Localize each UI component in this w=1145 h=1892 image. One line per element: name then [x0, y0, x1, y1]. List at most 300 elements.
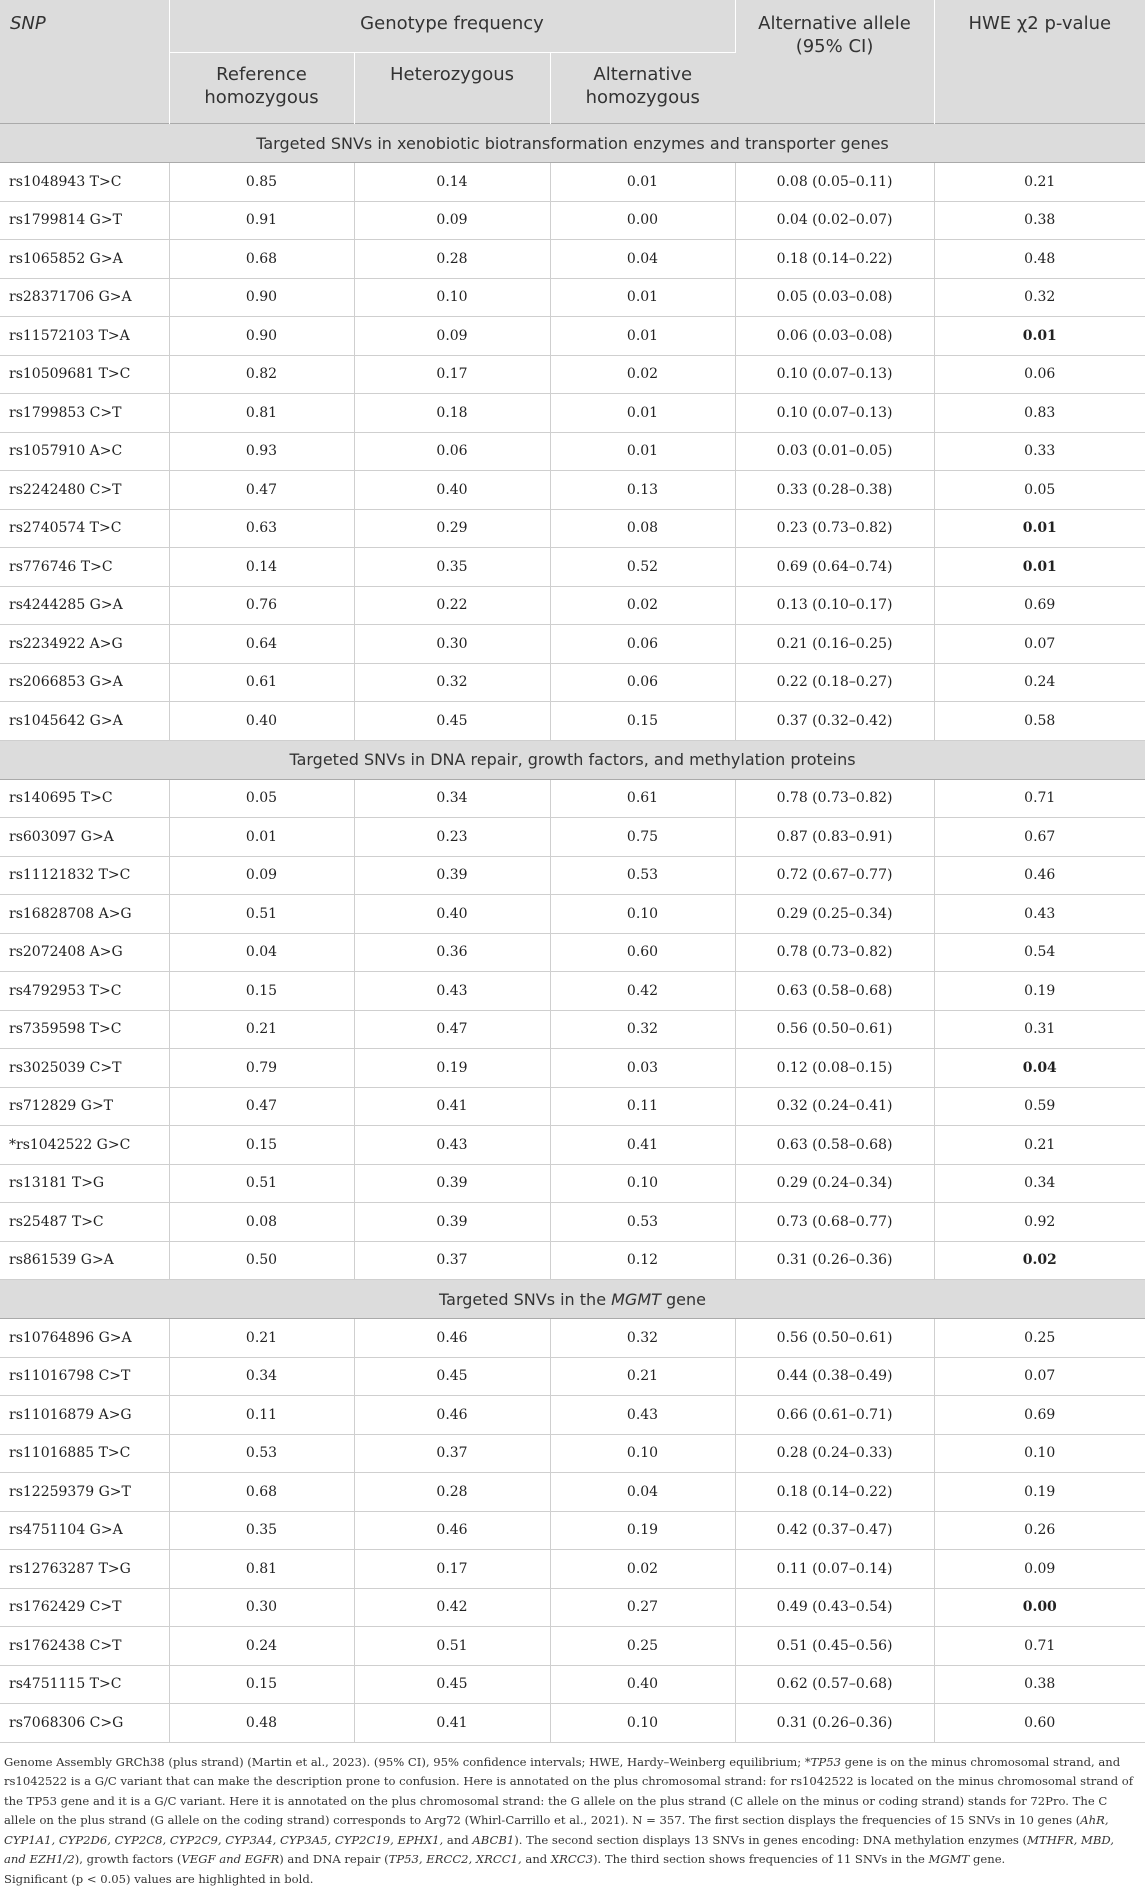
table-row: [0, 1010, 1145, 1049]
heterozygous-cell: 0.35: [354, 548, 550, 587]
snp-cell: rs11121832 T>C: [0, 856, 169, 895]
reference-homozygous-cell: 0.68: [169, 240, 354, 279]
heterozygous-cell: 0.18: [354, 394, 550, 433]
alternative-homozygous-cell: 0.02: [550, 586, 735, 625]
hwe-pvalue-cell: 0.60: [934, 1704, 1145, 1743]
heterozygous-cell: 0.41: [354, 1704, 550, 1743]
table-row: [0, 278, 1145, 317]
reference-homozygous-cell: 0.15: [169, 972, 354, 1011]
alternative-allele-cell: 0.29 (0.25–0.34): [735, 895, 934, 934]
alternative-homozygous-cell: 0.19: [550, 1511, 735, 1550]
snp-cell: rs4792953 T>C: [0, 972, 169, 1011]
hwe-pvalue-header: HWE χ2 p-value: [934, 0, 1145, 124]
alternative-homozygous-cell: 0.15: [550, 702, 735, 741]
alternative-allele-cell: 0.56 (0.50–0.61): [735, 1010, 934, 1049]
alternative-homozygous-cell: 0.60: [550, 933, 735, 972]
reference-homozygous-cell: 0.21: [169, 1010, 354, 1049]
alternative-homozygous-cell: 0.10: [550, 1704, 735, 1743]
alternative-homozygous-cell: 0.53: [550, 856, 735, 895]
table-row: [0, 972, 1145, 1011]
reference-homozygous-cell: 0.14: [169, 548, 354, 587]
table-row: [0, 1396, 1145, 1435]
reference-homozygous-cell: 0.91: [169, 201, 354, 240]
hwe-pvalue-cell: 0.31: [934, 1010, 1145, 1049]
heterozygous-cell: 0.28: [354, 1473, 550, 1512]
alternative-allele-cell: 0.63 (0.58–0.68): [735, 972, 934, 1011]
reference-homozygous-cell: 0.08: [169, 1203, 354, 1242]
section-header-row: [0, 1280, 1145, 1319]
snp-cell: rs776746 T>C: [0, 548, 169, 587]
alternative-allele-cell: 0.28 (0.24–0.33): [735, 1434, 934, 1473]
footnote-segment: gene.: [969, 1852, 1006, 1866]
alternative-allele-cell: 0.37 (0.32–0.42): [735, 702, 934, 741]
alternative-allele-cell: 0.62 (0.57–0.68): [735, 1665, 934, 1704]
reference-homozygous-cell: 0.81: [169, 1550, 354, 1589]
footnote-text: [4, 1753, 1139, 1870]
hwe-pvalue-cell: 0.09: [934, 1550, 1145, 1589]
alternative-allele-cell: 0.44 (0.38–0.49): [735, 1357, 934, 1396]
alternative-homozygous-cell: 0.10: [550, 1164, 735, 1203]
alternative-allele-cell: 0.66 (0.61–0.71): [735, 1396, 934, 1435]
table-row: [0, 1588, 1145, 1627]
alternative-homozygous-cell: 0.52: [550, 548, 735, 587]
section-title: [0, 740, 1145, 779]
section-title: [0, 1280, 1145, 1319]
alternative-homozygous-cell: 0.27: [550, 1588, 735, 1627]
heterozygous-cell: 0.45: [354, 1665, 550, 1704]
alternative-allele-cell: 0.21 (0.16–0.25): [735, 625, 934, 664]
heterozygous-cell: 0.43: [354, 1126, 550, 1165]
alternative-allele-cell: 0.31 (0.26–0.36): [735, 1704, 934, 1743]
table-row: [0, 1704, 1145, 1743]
snp-cell: rs861539 G>A: [0, 1241, 169, 1280]
reference-homozygous-cell: 0.35: [169, 1511, 354, 1550]
alternative-homozygous-header: Alternative homozygous: [550, 53, 735, 124]
heterozygous-cell: 0.17: [354, 355, 550, 394]
footnote-gene-names: TP53, ERCC2, XRCC1,: [388, 1852, 522, 1866]
table-row: [0, 933, 1145, 972]
alternative-homozygous-cell: 0.01: [550, 432, 735, 471]
alternative-homozygous-cell: 0.10: [550, 1434, 735, 1473]
alternative-homozygous-cell: 0.01: [550, 317, 735, 356]
heterozygous-cell: 0.40: [354, 895, 550, 934]
hwe-pvalue-cell: 0.19: [934, 972, 1145, 1011]
alternative-homozygous-cell: 0.03: [550, 1049, 735, 1088]
alternative-homozygous-cell: 0.42: [550, 972, 735, 1011]
heterozygous-cell: 0.40: [354, 471, 550, 510]
heterozygous-cell: 0.37: [354, 1241, 550, 1280]
reference-homozygous-cell: 0.04: [169, 933, 354, 972]
alternative-allele-cell: 0.63 (0.58–0.68): [735, 1126, 934, 1165]
alternative-homozygous-cell: 0.01: [550, 278, 735, 317]
heterozygous-cell: 0.46: [354, 1319, 550, 1358]
hwe-pvalue-cell: 0.21: [934, 1126, 1145, 1165]
table-row: [0, 1357, 1145, 1396]
reference-homozygous-cell: 0.05: [169, 779, 354, 818]
alternative-allele-cell: 0.08 (0.05–0.11): [735, 163, 934, 202]
hwe-pvalue-cell: 0.04: [934, 1049, 1145, 1088]
hwe-pvalue-cell: 0.34: [934, 1164, 1145, 1203]
heterozygous-cell: 0.22: [354, 586, 550, 625]
hwe-pvalue-cell: 0.33: [934, 432, 1145, 471]
hwe-pvalue-cell: 0.10: [934, 1434, 1145, 1473]
heterozygous-cell: 0.47: [354, 1010, 550, 1049]
table-row: [0, 625, 1145, 664]
snp-cell: rs7068306 C>G: [0, 1704, 169, 1743]
reference-homozygous-cell: 0.90: [169, 317, 354, 356]
reference-homozygous-cell: 0.21: [169, 1319, 354, 1358]
table-row: [0, 586, 1145, 625]
table-row: [0, 1627, 1145, 1666]
heterozygous-cell: 0.09: [354, 317, 550, 356]
hwe-pvalue-cell: 0.06: [934, 355, 1145, 394]
alternative-homozygous-cell: 0.41: [550, 1126, 735, 1165]
snp-cell: rs11016885 T>C: [0, 1434, 169, 1473]
heterozygous-cell: 0.51: [354, 1627, 550, 1666]
snp-cell: rs10509681 T>C: [0, 355, 169, 394]
hwe-pvalue-cell: 0.07: [934, 1357, 1145, 1396]
reference-homozygous-cell: 0.50: [169, 1241, 354, 1280]
reference-homozygous-cell: 0.09: [169, 856, 354, 895]
table-row: [0, 1473, 1145, 1512]
reference-homozygous-cell: 0.53: [169, 1434, 354, 1473]
hwe-pvalue-cell: 0.38: [934, 201, 1145, 240]
alternative-homozygous-cell: 0.10: [550, 895, 735, 934]
table-header: [0, 0, 1145, 124]
heterozygous-cell: 0.41: [354, 1087, 550, 1126]
snp-cell: rs1762438 C>T: [0, 1627, 169, 1666]
footnote-segment: and: [443, 1832, 473, 1847]
heterozygous-cell: 0.28: [354, 240, 550, 279]
hwe-pvalue-cell: 0.01: [934, 509, 1145, 548]
reference-homozygous-cell: 0.81: [169, 394, 354, 433]
heterozygous-cell: 0.23: [354, 818, 550, 857]
heterozygous-cell: 0.32: [354, 663, 550, 702]
reference-homozygous-cell: 0.51: [169, 1164, 354, 1203]
alternative-homozygous-cell: 0.11: [550, 1087, 735, 1126]
reference-homozygous-cell: 0.15: [169, 1665, 354, 1704]
alternative-homozygous-cell: 0.12: [550, 1241, 735, 1280]
reference-homozygous-cell: 0.24: [169, 1627, 354, 1666]
hwe-pvalue-cell: 0.46: [934, 856, 1145, 895]
section-title: [0, 124, 1145, 163]
footnote-gene-names: TP53: [810, 1754, 841, 1769]
hwe-pvalue-cell: 0.92: [934, 1203, 1145, 1242]
snp-cell: rs12259379 G>T: [0, 1473, 169, 1512]
alternative-allele-cell: 0.49 (0.43–0.54): [735, 1588, 934, 1627]
table-row: [0, 317, 1145, 356]
heterozygous-cell: 0.46: [354, 1396, 550, 1435]
snp-cell: rs4751115 T>C: [0, 1665, 169, 1704]
reference-homozygous-cell: 0.34: [169, 1357, 354, 1396]
heterozygous-cell: 0.19: [354, 1049, 550, 1088]
alternative-homozygous-cell: 0.21: [550, 1357, 735, 1396]
hwe-pvalue-cell: 0.07: [934, 625, 1145, 664]
snp-cell: rs16828708 A>G: [0, 895, 169, 934]
table-row: [0, 1434, 1145, 1473]
reference-homozygous-cell: 0.90: [169, 278, 354, 317]
footnote-gene-names: VEGF and EGFR: [181, 1852, 280, 1866]
footnote-segment: gene is on the minus chromosomal strand, and rs1042522 is a G/C variant that can make the description prone to confusion. Here is annotated on the plus chromosomal strand: for rs1042522 is located on the minus chromosomal strand of the TP53 gene and it is a G/C variant. Here it is annotated on the plus chromosomal strand: the G allele on the plus strand (C allele on the minus or coding strand) stands for 72Pro. The C allele on the plus strand (G allele on the coding strand) corresponds to Arg72 (Whirl-Carrillo et al., 2021). N = 357. The first section displays the frequencies of 15 SNVs in 10 genes (: [4, 1754, 1134, 1827]
section-header-row: [0, 740, 1145, 779]
alternative-allele-cell: 0.69 (0.64–0.74): [735, 548, 934, 587]
reference-homozygous-cell: 0.47: [169, 1087, 354, 1126]
snp-cell: *rs1042522 G>C: [0, 1126, 169, 1165]
heterozygous-cell: 0.45: [354, 1357, 550, 1396]
alternative-homozygous-cell: 0.75: [550, 818, 735, 857]
reference-homozygous-header: Reference homozygous: [169, 53, 354, 124]
reference-homozygous-cell: 0.01: [169, 818, 354, 857]
table-row: [0, 355, 1145, 394]
hwe-pvalue-cell: 0.48: [934, 240, 1145, 279]
table-row: [0, 702, 1145, 741]
heterozygous-cell: 0.34: [354, 779, 550, 818]
footnote-segment: Genome Assembly GRCh38 (plus strand) (Martin et al., 2023). (95% CI), 95% confidence intervals; HWE, Hardy–Weinberg equilibrium; *: [4, 1754, 811, 1769]
alternative-allele-cell: 0.29 (0.24–0.34): [735, 1164, 934, 1203]
snp-cell: rs1065852 G>A: [0, 240, 169, 279]
section-title-suffix: gene: [660, 1289, 706, 1309]
table-row: [0, 1087, 1145, 1126]
alternative-homozygous-cell: 0.04: [550, 1473, 735, 1512]
footnote-segment: and: [521, 1852, 551, 1866]
alternative-allele-cell: 0.51 (0.45–0.56): [735, 1627, 934, 1666]
footnote-gene-names: MGMT: [928, 1852, 970, 1866]
hwe-pvalue-cell: 0.21: [934, 163, 1145, 202]
alternative-allele-cell: 0.31 (0.26–0.36): [735, 1241, 934, 1280]
hwe-pvalue-cell: 0.00: [934, 1588, 1145, 1627]
alternative-allele-cell: 0.04 (0.02–0.07): [735, 201, 934, 240]
hwe-pvalue-cell: 0.67: [934, 818, 1145, 857]
table-row: [0, 1550, 1145, 1589]
reference-homozygous-cell: 0.47: [169, 471, 354, 510]
hwe-pvalue-cell: 0.43: [934, 895, 1145, 934]
footnote-gene-names: AhR, CYP1A1, CYP2D6, CYP2C8, CYP2C9, CYP3A4, CYP3A5, CYP2C19, EPHX1,: [4, 1813, 1109, 1847]
alternative-allele-cell: 0.87 (0.83–0.91): [735, 818, 934, 857]
heterozygous-cell: 0.36: [354, 933, 550, 972]
hwe-pvalue-cell: 0.38: [934, 1665, 1145, 1704]
snp-cell: rs2066853 G>A: [0, 663, 169, 702]
hwe-pvalue-cell: 0.25: [934, 1319, 1145, 1358]
alternative-allele-cell: 0.11 (0.07–0.14): [735, 1550, 934, 1589]
alternative-homozygous-cell: 0.02: [550, 1550, 735, 1589]
snp-cell: rs13181 T>G: [0, 1164, 169, 1203]
reference-homozygous-cell: 0.51: [169, 895, 354, 934]
alternative-allele-cell: 0.22 (0.18–0.27): [735, 663, 934, 702]
alternative-allele-cell: 0.06 (0.03–0.08): [735, 317, 934, 356]
snp-cell: rs4751104 G>A: [0, 1511, 169, 1550]
table-row: [0, 779, 1145, 818]
heterozygous-cell: 0.14: [354, 163, 550, 202]
hwe-pvalue-cell: 0.71: [934, 1627, 1145, 1666]
snp-cell: rs28371706 G>A: [0, 278, 169, 317]
alternative-homozygous-cell: 0.40: [550, 1665, 735, 1704]
footnote-segment: ). The second section displays 13 SNVs in genes encoding: DNA methylation enzymes (: [514, 1832, 1028, 1847]
section-title-text: Targeted SNVs in DNA repair, growth factors, and methylation proteins: [289, 750, 856, 769]
table-row: [0, 663, 1145, 702]
table-row: [0, 856, 1145, 895]
table-row: [0, 163, 1145, 202]
snp-cell: rs25487 T>C: [0, 1203, 169, 1242]
table-row: [0, 895, 1145, 934]
section-title-gene: MGMT: [611, 1289, 661, 1309]
alternative-homozygous-cell: 0.32: [550, 1010, 735, 1049]
hwe-pvalue-cell: 0.69: [934, 1396, 1145, 1435]
table-row: [0, 394, 1145, 433]
heterozygous-cell: 0.45: [354, 702, 550, 741]
hwe-pvalue-cell: 0.54: [934, 933, 1145, 972]
heterozygous-header: Heterozygous: [354, 53, 550, 124]
heterozygous-cell: 0.39: [354, 856, 550, 895]
alternative-homozygous-cell: 0.25: [550, 1627, 735, 1666]
heterozygous-cell: 0.39: [354, 1203, 550, 1242]
snp-cell: rs11016798 C>T: [0, 1357, 169, 1396]
table-row: [0, 1164, 1145, 1203]
hwe-pvalue-cell: 0.83: [934, 394, 1145, 433]
table-row: [0, 240, 1145, 279]
alternative-homozygous-cell: 0.04: [550, 240, 735, 279]
alternative-homozygous-cell: 0.32: [550, 1319, 735, 1358]
table-footnote: [0, 1743, 1145, 1890]
reference-homozygous-cell: 0.61: [169, 663, 354, 702]
alternative-allele-cell: 0.05 (0.03–0.08): [735, 278, 934, 317]
snp-cell: rs603097 G>A: [0, 818, 169, 857]
alternative-homozygous-cell: 0.02: [550, 355, 735, 394]
footnote-segment: ), growth factors (: [74, 1852, 182, 1866]
snp-cell: rs1799814 G>T: [0, 201, 169, 240]
table-row: [0, 1126, 1145, 1165]
alternative-allele-cell: 0.18 (0.14–0.22): [735, 1473, 934, 1512]
table-row: [0, 1319, 1145, 1358]
alternative-homozygous-cell: 0.01: [550, 394, 735, 433]
snp-column-header: SNP: [0, 0, 169, 124]
alternative-homozygous-cell: 0.06: [550, 625, 735, 664]
alternative-allele-cell: 0.10 (0.07–0.13): [735, 394, 934, 433]
alternative-allele-cell: 0.72 (0.67–0.77): [735, 856, 934, 895]
table-row: [0, 1511, 1145, 1550]
reference-homozygous-cell: 0.82: [169, 355, 354, 394]
significance-note: Significant (p < 0.05) values are highlighted in bold.: [4, 1871, 314, 1886]
heterozygous-cell: 0.46: [354, 1511, 550, 1550]
hwe-pvalue-cell: 0.59: [934, 1087, 1145, 1126]
snp-cell: rs2234922 A>G: [0, 625, 169, 664]
section-title-text: Targeted SNVs in xenobiotic biotransformation enzymes and transporter genes: [256, 133, 889, 153]
reference-homozygous-cell: 0.15: [169, 1126, 354, 1165]
table-row: [0, 1241, 1145, 1280]
heterozygous-cell: 0.42: [354, 1588, 550, 1627]
alternative-allele-cell: 0.23 (0.73–0.82): [735, 509, 934, 548]
snp-cell: rs2740574 T>C: [0, 509, 169, 548]
alternative-allele-cell: 0.03 (0.01–0.05): [735, 432, 934, 471]
snp-cell: rs12763287 T>G: [0, 1550, 169, 1589]
reference-homozygous-cell: 0.93: [169, 432, 354, 471]
genotype-frequency-header: Genotype frequency: [169, 0, 735, 53]
reference-homozygous-cell: 0.30: [169, 1588, 354, 1627]
reference-homozygous-cell: 0.48: [169, 1704, 354, 1743]
table-row: [0, 1665, 1145, 1704]
snp-cell: rs140695 T>C: [0, 779, 169, 818]
alternative-allele-cell: 0.33 (0.28–0.38): [735, 471, 934, 510]
snp-cell: rs4244285 G>A: [0, 586, 169, 625]
alternative-homozygous-cell: 0.53: [550, 1203, 735, 1242]
footnote-segment: ). The third section shows frequencies of 11 SNVs in the: [593, 1852, 929, 1866]
snp-cell: rs11572103 T>A: [0, 317, 169, 356]
reference-homozygous-cell: 0.40: [169, 702, 354, 741]
alternative-allele-cell: 0.42 (0.37–0.47): [735, 1511, 934, 1550]
table-row: [0, 432, 1145, 471]
table-row: [0, 1049, 1145, 1088]
reference-homozygous-cell: 0.68: [169, 1473, 354, 1512]
table-row: [0, 818, 1145, 857]
footnote-segment: ) and DNA repair (: [279, 1852, 389, 1866]
snp-cell: rs1057910 A>C: [0, 432, 169, 471]
hwe-pvalue-cell: 0.32: [934, 278, 1145, 317]
snp-cell: rs712829 G>T: [0, 1087, 169, 1126]
alternative-homozygous-cell: 0.01: [550, 163, 735, 202]
heterozygous-cell: 0.37: [354, 1434, 550, 1473]
snp-cell: rs2242480 C>T: [0, 471, 169, 510]
alternative-homozygous-cell: 0.61: [550, 779, 735, 818]
hwe-pvalue-cell: 0.01: [934, 548, 1145, 587]
reference-homozygous-cell: 0.63: [169, 509, 354, 548]
hwe-pvalue-cell: 0.26: [934, 1511, 1145, 1550]
hwe-pvalue-cell: 0.24: [934, 663, 1145, 702]
table-row: [0, 1203, 1145, 1242]
hwe-pvalue-cell: 0.19: [934, 1473, 1145, 1512]
alternative-allele-cell: 0.78 (0.73–0.82): [735, 933, 934, 972]
alternative-allele-cell: 0.56 (0.50–0.61): [735, 1319, 934, 1358]
snp-cell: rs2072408 A>G: [0, 933, 169, 972]
reference-homozygous-cell: 0.79: [169, 1049, 354, 1088]
table-row: [0, 471, 1145, 510]
table-row: [0, 201, 1145, 240]
alternative-homozygous-cell: 0.06: [550, 663, 735, 702]
hwe-pvalue-cell: 0.58: [934, 702, 1145, 741]
alternative-allele-cell: 0.73 (0.68–0.77): [735, 1203, 934, 1242]
snp-cell: rs10764896 G>A: [0, 1319, 169, 1358]
alternative-homozygous-cell: 0.00: [550, 201, 735, 240]
hwe-pvalue-cell: 0.01: [934, 317, 1145, 356]
heterozygous-cell: 0.30: [354, 625, 550, 664]
heterozygous-cell: 0.10: [354, 278, 550, 317]
section-header-row: [0, 124, 1145, 163]
hwe-pvalue-cell: 0.71: [934, 779, 1145, 818]
heterozygous-cell: 0.43: [354, 972, 550, 1011]
hwe-pvalue-cell: 0.05: [934, 471, 1145, 510]
reference-homozygous-cell: 0.76: [169, 586, 354, 625]
snp-cell: rs1045642 G>A: [0, 702, 169, 741]
hwe-pvalue-cell: 0.02: [934, 1241, 1145, 1280]
heterozygous-cell: 0.09: [354, 201, 550, 240]
snp-cell: rs3025039 C>T: [0, 1049, 169, 1088]
alternative-allele-cell: 0.32 (0.24–0.41): [735, 1087, 934, 1126]
alternative-allele-cell: 0.10 (0.07–0.13): [735, 355, 934, 394]
heterozygous-cell: 0.06: [354, 432, 550, 471]
reference-homozygous-cell: 0.85: [169, 163, 354, 202]
snp-cell: rs11016879 A>G: [0, 1396, 169, 1435]
footnote-gene-names: ABCB1: [472, 1832, 515, 1847]
snp-cell: rs1048943 T>C: [0, 163, 169, 202]
reference-homozygous-cell: 0.64: [169, 625, 354, 664]
heterozygous-cell: 0.29: [354, 509, 550, 548]
alternative-allele-cell: 0.78 (0.73–0.82): [735, 779, 934, 818]
alternative-homozygous-cell: 0.43: [550, 1396, 735, 1435]
alternative-homozygous-cell: 0.08: [550, 509, 735, 548]
alternative-homozygous-cell: 0.13: [550, 471, 735, 510]
table-body: [0, 124, 1145, 1743]
alternative-allele-cell: 0.13 (0.10–0.17): [735, 586, 934, 625]
snp-cell: rs7359598 T>C: [0, 1010, 169, 1049]
reference-homozygous-cell: 0.11: [169, 1396, 354, 1435]
